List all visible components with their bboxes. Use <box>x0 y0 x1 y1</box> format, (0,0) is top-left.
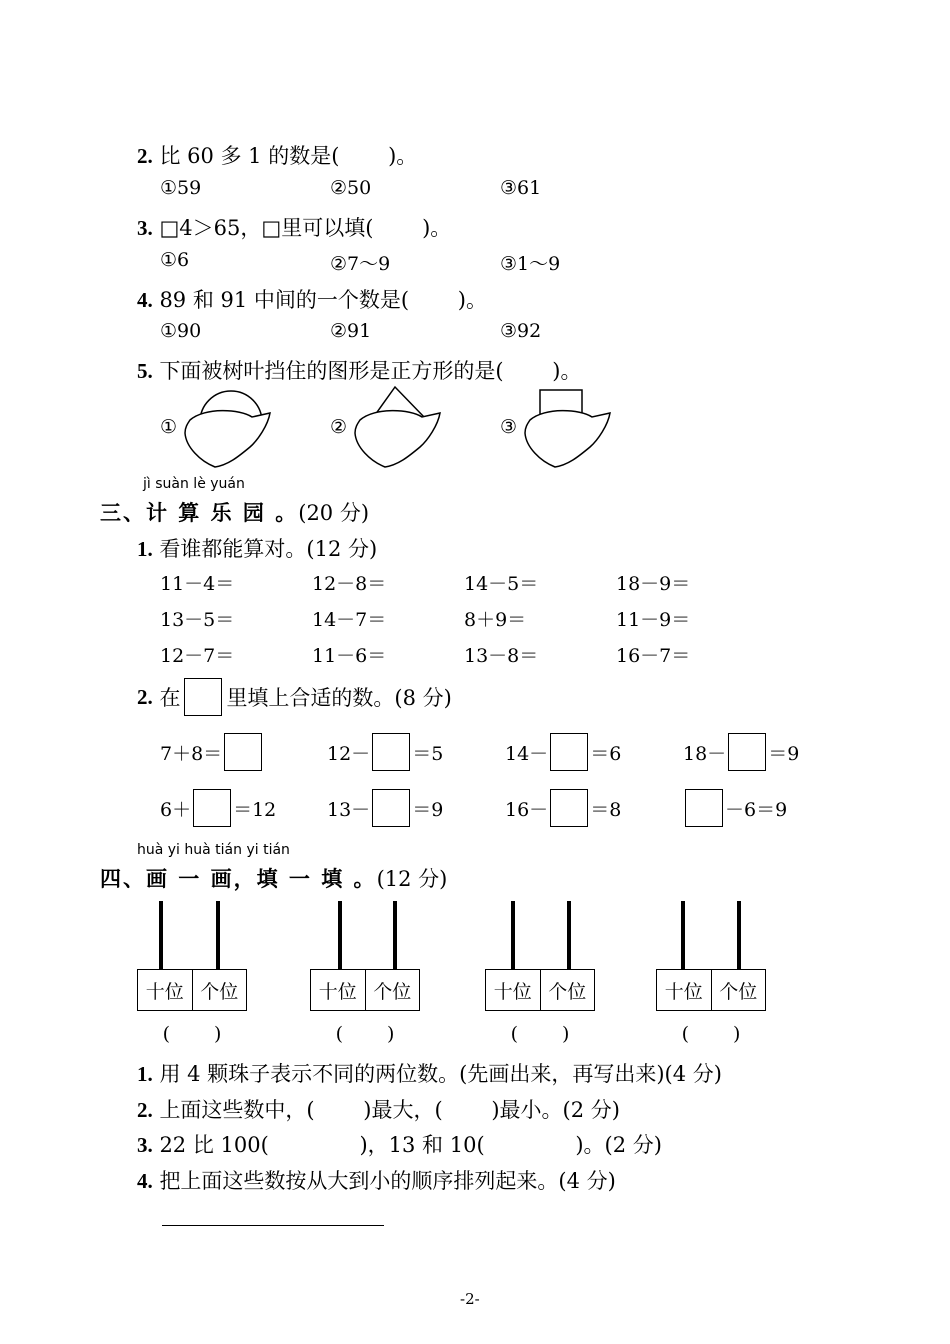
tens-rod[interactable] <box>338 901 342 971</box>
question-number: 2. <box>137 684 153 709</box>
question-text: 89 和 91 中间的一个数是( )。 <box>159 288 487 312</box>
q4-option-1[interactable]: ①90 <box>160 320 202 342</box>
ones-label: 个位 <box>373 980 412 1003</box>
calc-item: 14－7＝ <box>312 609 387 631</box>
answer-paren[interactable]: ( ) <box>162 1023 222 1045</box>
section-4-pinyin: huà yi huà tián yi tián <box>137 842 290 858</box>
q4-option-3[interactable]: ③92 <box>500 320 542 342</box>
section-3-title <box>100 497 369 527</box>
answer-box[interactable] <box>372 789 410 827</box>
section-3-pinyin: jì suàn lè yuán <box>143 476 245 492</box>
tens-label: 十位 <box>138 970 193 1010</box>
answer-box[interactable] <box>372 733 410 771</box>
fill-item-7 <box>505 789 621 827</box>
fill-text: ＝9 <box>412 798 444 821</box>
answer-box[interactable] <box>728 733 766 771</box>
blank-box-icon: □ <box>261 216 282 240</box>
question-text: 里填上合适的数。(8 分) <box>226 686 452 710</box>
draw-q1 <box>137 1058 722 1088</box>
q2 <box>137 140 417 170</box>
calc-item: 16－7＝ <box>616 645 691 667</box>
question-number: 4. <box>137 288 153 312</box>
q2-option-2[interactable]: ②50 <box>330 177 372 199</box>
ones-rod[interactable] <box>393 901 397 971</box>
question-number: 3. <box>137 1133 153 1157</box>
place-value-box <box>485 969 595 1011</box>
fill-text: －6＝9 <box>725 798 788 821</box>
question-number: 5. <box>137 359 153 383</box>
answer-box[interactable] <box>685 789 723 827</box>
page-number: -2- <box>460 1290 480 1308</box>
square-behind-leaf-icon <box>520 385 620 470</box>
question-number: 4. <box>137 1169 153 1193</box>
section-title: 四、画 一 画，填 一 填 。 <box>100 866 377 891</box>
calc-item: 11－9＝ <box>616 609 691 631</box>
abacus-4[interactable] <box>656 901 766 1045</box>
answer-paren[interactable]: ( ) <box>510 1023 570 1045</box>
fill-item-6 <box>327 789 443 827</box>
tens-label: 十位 <box>311 970 366 1010</box>
question-number: 3. <box>137 216 153 240</box>
place-value-box <box>310 969 420 1011</box>
question-number: 1. <box>137 1062 153 1086</box>
semicircle-behind-leaf-icon <box>180 385 280 470</box>
tens-rod[interactable] <box>511 901 515 971</box>
ones-rod[interactable] <box>216 901 220 971</box>
tens-label: 十位 <box>657 970 712 1010</box>
question-text: 22 比 100( )，13 和 10( )。(2 分) <box>159 1133 662 1157</box>
fill-text: 18－ <box>683 742 727 765</box>
fill-text: ＝12 <box>233 798 277 821</box>
question-number: 2. <box>137 144 153 168</box>
fill-text: 14－ <box>505 742 549 765</box>
example-box <box>184 678 222 716</box>
q3-option-2[interactable]: ②7～9 <box>330 253 391 275</box>
answer-box[interactable] <box>550 733 588 771</box>
fill-item-2 <box>327 733 443 771</box>
triangle-behind-leaf-icon <box>350 385 450 470</box>
draw-q4 <box>137 1165 616 1195</box>
answer-box[interactable] <box>550 789 588 827</box>
question-text: 4＞65， <box>179 216 262 240</box>
section-points: (20 分) <box>298 501 370 525</box>
fill-text: ＝9 <box>768 742 800 765</box>
q5-option-2[interactable]: ② <box>330 416 348 438</box>
abacus-3[interactable] <box>485 901 595 1045</box>
q3-option-1[interactable]: ①6 <box>160 249 190 271</box>
draw-q3 <box>137 1129 662 1159</box>
question-text: 下面被树叶挡住的图形是正方形的是( )。 <box>159 359 582 383</box>
abacus-2[interactable] <box>310 901 420 1045</box>
fill-item-8 <box>683 789 787 827</box>
tens-rod[interactable] <box>681 901 685 971</box>
fill-text: ＝5 <box>412 742 444 765</box>
question-text: 里可以填( )。 <box>281 216 452 240</box>
ones-label: 个位 <box>200 980 239 1003</box>
tens-rod[interactable] <box>159 901 163 971</box>
place-value-box <box>137 969 247 1011</box>
question-number: 2. <box>137 1098 153 1122</box>
question-text: 用 4 颗珠子表示不同的两位数。(先画出来，再写出来)(4 分) <box>159 1062 722 1086</box>
question-text: 比 60 多 1 的数是( )。 <box>159 144 418 168</box>
calc-q2 <box>137 678 452 716</box>
q5-option-3[interactable]: ③ <box>500 416 518 438</box>
calc-item: 11－6＝ <box>312 645 387 667</box>
calc-item: 13－8＝ <box>464 645 539 667</box>
fill-item-3 <box>505 733 621 771</box>
question-number: 1. <box>137 537 153 561</box>
calc-item: 12－7＝ <box>160 645 235 667</box>
draw-q2 <box>137 1094 620 1124</box>
question-text: 在 <box>159 686 181 710</box>
q5 <box>137 355 582 385</box>
q2-option-1[interactable]: ①59 <box>160 177 202 199</box>
place-value-box <box>656 969 766 1011</box>
q4-option-2[interactable]: ②91 <box>330 320 372 342</box>
q4 <box>137 284 487 314</box>
tens-label: 十位 <box>486 970 541 1010</box>
section-title: 三、计 算 乐 园 。 <box>100 500 299 525</box>
ones-rod[interactable] <box>567 901 571 971</box>
question-text: 看谁都能算对。(12 分) <box>159 537 378 561</box>
q3 <box>137 212 451 242</box>
fill-text: 12－ <box>327 742 371 765</box>
ones-label: 个位 <box>719 980 758 1003</box>
fill-item-5 <box>160 789 276 827</box>
section-points: (12 分) <box>376 867 448 891</box>
fill-text: 16－ <box>505 798 549 821</box>
fill-item-4 <box>683 733 799 771</box>
abacus-1[interactable] <box>137 901 247 1045</box>
calc-item: 8＋9＝ <box>464 609 527 631</box>
ones-label: 个位 <box>548 980 587 1003</box>
q5-option-1[interactable]: ① <box>160 416 178 438</box>
answer-paren[interactable]: ( ) <box>681 1023 741 1045</box>
answer-line[interactable] <box>162 1225 384 1226</box>
fill-item-1 <box>160 733 264 771</box>
calc-item: 13－5＝ <box>160 609 235 631</box>
fill-text: 13－ <box>327 798 371 821</box>
question-text: 上面这些数中，( )最大，( )最小。(2 分) <box>159 1098 620 1122</box>
calc-item: 18－9＝ <box>616 573 691 595</box>
question-text: 把上面这些数按从大到小的顺序排列起来。(4 分) <box>159 1169 616 1193</box>
blank-box-icon: □ <box>159 216 180 240</box>
ones-rod[interactable] <box>737 901 741 971</box>
calc-item: 14－5＝ <box>464 573 539 595</box>
answer-paren[interactable]: ( ) <box>335 1023 395 1045</box>
calc-item: 11－4＝ <box>160 573 235 595</box>
calc-q1 <box>137 533 377 563</box>
fill-text: 6＋ <box>160 798 192 821</box>
section-4-title <box>100 863 447 893</box>
q2-option-3[interactable]: ③61 <box>500 177 542 199</box>
fill-text: ＝6 <box>590 742 622 765</box>
fill-text: 7＋8＝ <box>160 742 223 765</box>
calc-item: 12－8＝ <box>312 573 387 595</box>
q3-option-3[interactable]: ③1～9 <box>500 253 561 275</box>
answer-box[interactable] <box>193 789 231 827</box>
fill-text: ＝8 <box>590 798 622 821</box>
answer-box[interactable] <box>224 733 262 771</box>
